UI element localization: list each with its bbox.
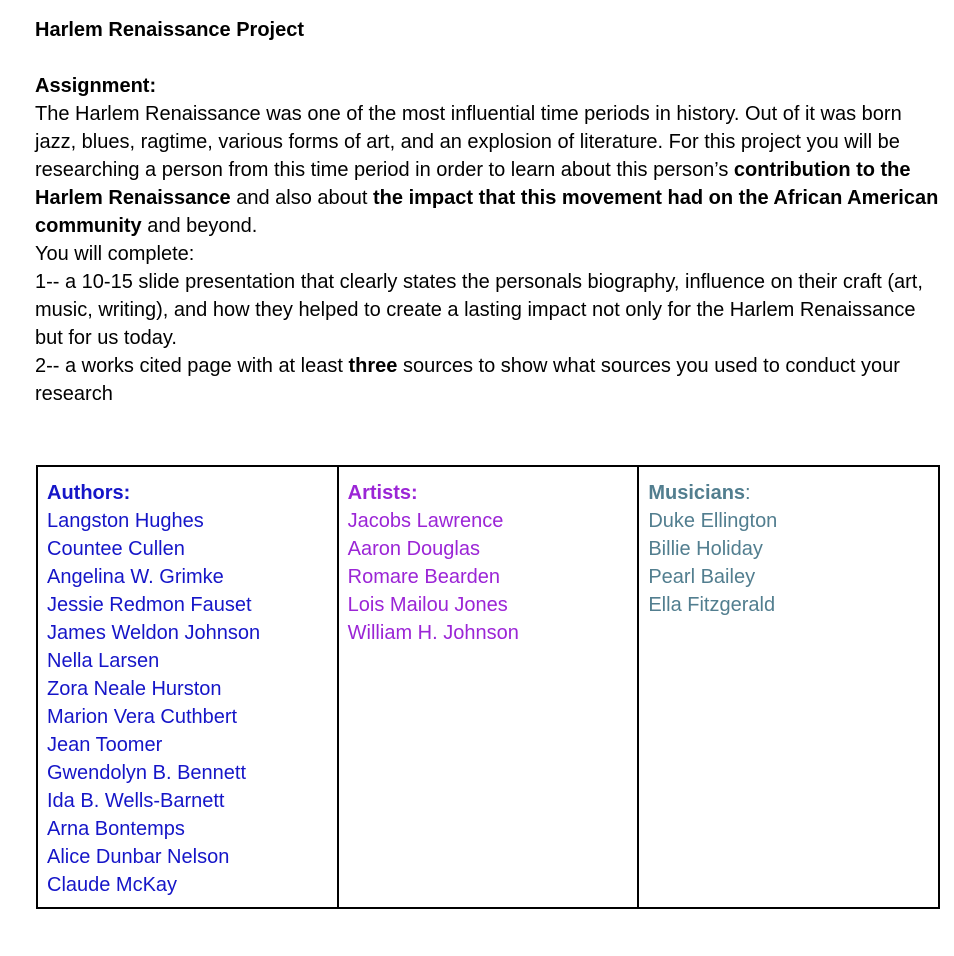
requirement-item-2: [35, 352, 940, 408]
item2-text-b: sources to show what sources you used to conduct your research: [35, 355, 900, 405]
requirement-item-1: 1-- a 10-15 slide presentation that clearly states the personals biography, influence on their craft (art, music, writing), and how they helped to create a lasting impact not only for the Harlem Renaissance but for us today.: [35, 271, 923, 349]
intro-text-2: and also about: [230, 187, 374, 209]
item2-text-a: 2-- a works cited page with at least: [35, 355, 349, 377]
assignment-heading: Assignment:: [35, 75, 157, 97]
authors-list-item: Jessie Redmon Fauset: [47, 594, 252, 616]
musicians-heading-colon: :: [745, 482, 751, 504]
artists-list-item: Jacobs Lawrence: [347, 510, 504, 532]
musicians-heading: Musicians: [648, 482, 746, 504]
authors-list-item: Nella Larsen: [47, 650, 160, 672]
musicians-list-item: Pearl Bailey: [648, 566, 756, 588]
authors-heading: Authors:: [47, 482, 131, 504]
intro-text-3: and beyond.: [141, 215, 258, 237]
artists-list-item: Romare Bearden: [347, 566, 500, 588]
intro-text-1: The Harlem Renaissance was one of the most influential time periods in history. Out of it was born jazz, blues, ragtime, various forms of art, and an explosion of literature. For this project you will be researching a person from this time period in order to learn about this person’s: [35, 103, 902, 181]
artists-heading: Artists:: [347, 482, 418, 504]
authors-column: [38, 467, 337, 907]
authors-list-item: Arna Bontemps: [47, 818, 185, 840]
musicians-list-item: Ella Fitzgerald: [648, 594, 776, 616]
intro-bold-1: contribution to the Harlem Renaissance: [35, 159, 911, 209]
authors-list-item: Zora Neale Hurston: [47, 678, 222, 700]
artists-list-item: Aaron Douglas: [347, 538, 480, 560]
you-will-complete: You will complete:: [35, 243, 195, 265]
people-table: [36, 465, 940, 909]
musicians-list-item: Duke Ellington: [648, 510, 778, 532]
authors-list-item: Claude McKay: [47, 874, 178, 896]
authors-list-item: Angelina W. Grimke: [47, 566, 224, 588]
authors-list-item: James Weldon Johnson: [47, 622, 261, 644]
artists-list-item: Lois Mailou Jones: [347, 594, 508, 616]
musicians-column: [637, 467, 938, 907]
item2-bold: three: [348, 355, 398, 377]
artists-list-item: William H. Johnson: [347, 622, 519, 644]
authors-list-item: Ida B. Wells-Barnett: [47, 790, 225, 812]
document: [35, 16, 940, 408]
musicians-heading-line: [648, 479, 929, 507]
authors-list-item: Langston Hughes: [47, 510, 204, 532]
artists-column: [337, 467, 638, 907]
authors-list: [47, 507, 328, 899]
authors-list-item: Marion Vera Cuthbert: [47, 706, 238, 728]
page-title: Harlem Renaissance Project: [35, 19, 305, 41]
authors-list-item: Jean Toomer: [47, 734, 163, 756]
intro-bold-2: the impact that this movement had on the African American community: [35, 187, 939, 237]
musicians-list-item: Billie Holiday: [648, 538, 763, 560]
artists-list: [348, 507, 629, 647]
authors-list-item: Alice Dunbar Nelson: [47, 846, 230, 868]
assignment-intro: [35, 100, 940, 240]
authors-list-item: Countee Cullen: [47, 538, 185, 560]
blank-line: [35, 44, 940, 72]
authors-list-item: Gwendolyn B. Bennett: [47, 762, 247, 784]
musicians-list: [648, 507, 929, 619]
